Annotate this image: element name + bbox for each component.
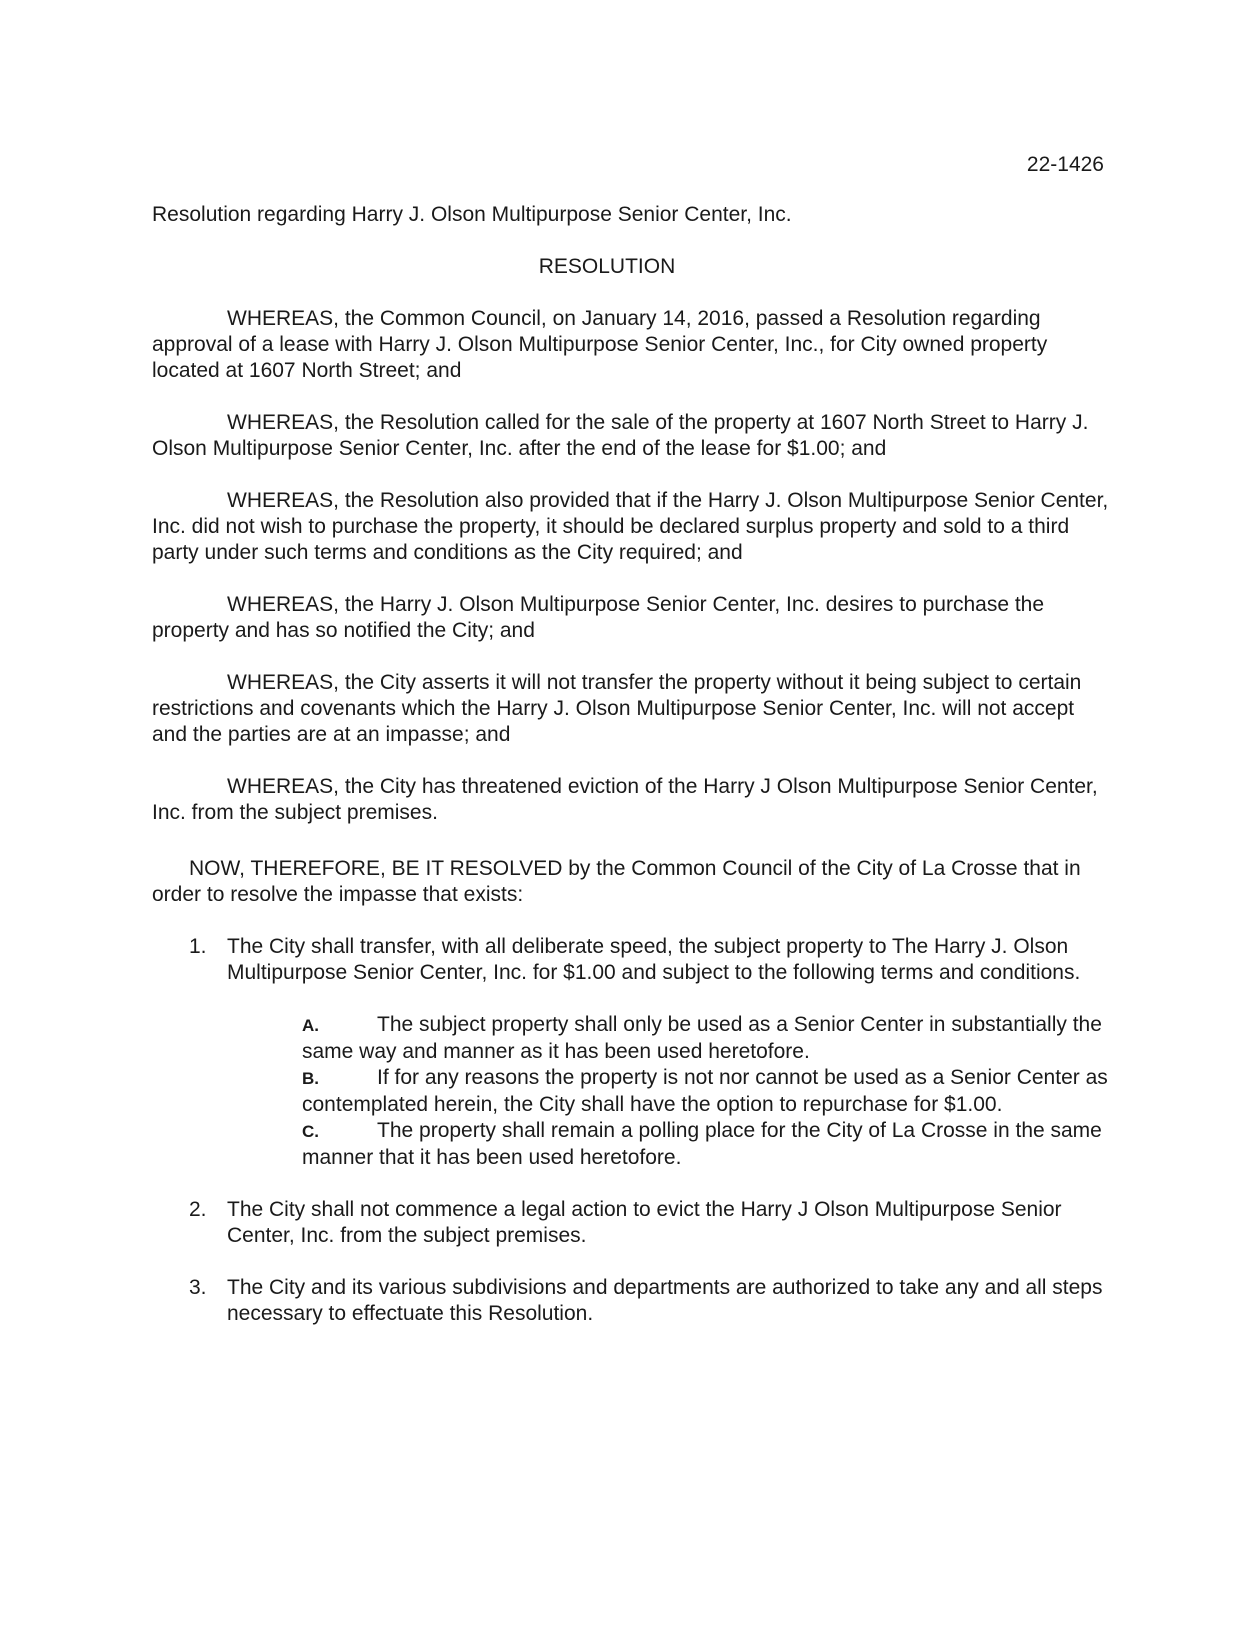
whereas-clause: WHEREAS, the City asserts it will not transfer the property without it being subject to certain restrictions and covenants which the Harry J. Olson Multipurpose Senior Center, Inc. will not accept and the parties are at an impasse; and bbox=[152, 671, 1082, 746]
document-body bbox=[152, 202, 1112, 1353]
resolution-items bbox=[152, 934, 1112, 1327]
document-number: 22-1426 bbox=[1026, 153, 1104, 176]
resolution-title: Resolution regarding Harry J. Olson Multipurpose Senior Center, Inc. bbox=[152, 203, 792, 226]
item-text: The City shall transfer, with all deliberate speed, the subject property to The Harry J. Olson Multipurpose Senior Center, Inc. for $1.00 and subject to the following terms and conditions. bbox=[227, 935, 1081, 984]
resolved-clause: NOW, THEREFORE, BE IT RESOLVED by the Common Council of the City of La Crosse that in order to resolve the impasse that exists: bbox=[152, 857, 1081, 906]
resolution-item bbox=[152, 1275, 1112, 1327]
whereas-clause: WHEREAS, the City has threatened eviction of the Harry J Olson Multipurpose Senior Center, Inc. from the subject premises. bbox=[152, 775, 1098, 824]
item-number: 1. bbox=[189, 935, 207, 958]
condition-label: A. bbox=[302, 1016, 319, 1035]
condition-text: If for any reasons the property is not nor cannot be used as a Senior Center as contemplated herein, the City shall have the option to repurchase for $1.00. bbox=[302, 1066, 1108, 1116]
condition-item bbox=[302, 1012, 1110, 1065]
whereas-clause: WHEREAS, the Resolution also provided that if the Harry J. Olson Multipurpose Senior Center, Inc. did not wish to purchase the property, it should be declared surplus property and sold to a third party under such terms and conditions as the City required; and bbox=[152, 489, 1109, 564]
whereas-clause: WHEREAS, the Common Council, on January 14, 2016, passed a Resolution regarding approval of a lease with Harry J. Olson Multipurpose Senior Center, Inc., for City owned property located at 1607 North Street; and bbox=[152, 307, 1048, 382]
condition-label: C. bbox=[302, 1122, 319, 1141]
condition-item bbox=[302, 1118, 1110, 1171]
condition-label: B. bbox=[302, 1069, 319, 1088]
item-text: The City shall not commence a legal action to evict the Harry J Olson Multipurpose Senior Center, Inc. from the subject premises. bbox=[227, 1198, 1062, 1247]
item-number: 2. bbox=[189, 1198, 207, 1221]
item-number: 3. bbox=[189, 1276, 207, 1299]
condition-text: The property shall remain a polling place for the City of La Crosse in the same manner that it has been used heretofore. bbox=[302, 1119, 1102, 1169]
whereas-clause: WHEREAS, the Resolution called for the sale of the property at 1607 North Street to Harry J. Olson Multipurpose Senior Center, Inc. after the end of the lease for $1.00; and bbox=[152, 411, 1089, 460]
resolution-heading: RESOLUTION bbox=[538, 255, 676, 278]
condition-item bbox=[302, 1065, 1110, 1118]
whereas-clause: WHEREAS, the Harry J. Olson Multipurpose Senior Center, Inc. desires to purchase the property and has so notified the City; and bbox=[152, 593, 1045, 642]
resolution-item bbox=[152, 934, 1112, 1171]
condition-text: The subject property shall only be used as a Senior Center in substantially the same way and manner as it has been used heretofore. bbox=[302, 1013, 1102, 1063]
item-text: The City and its various subdivisions and departments are authorized to take any and all steps necessary to effectuate this Resolution. bbox=[227, 1276, 1103, 1325]
resolution-item bbox=[152, 1197, 1112, 1249]
conditions-list bbox=[227, 1012, 1110, 1171]
